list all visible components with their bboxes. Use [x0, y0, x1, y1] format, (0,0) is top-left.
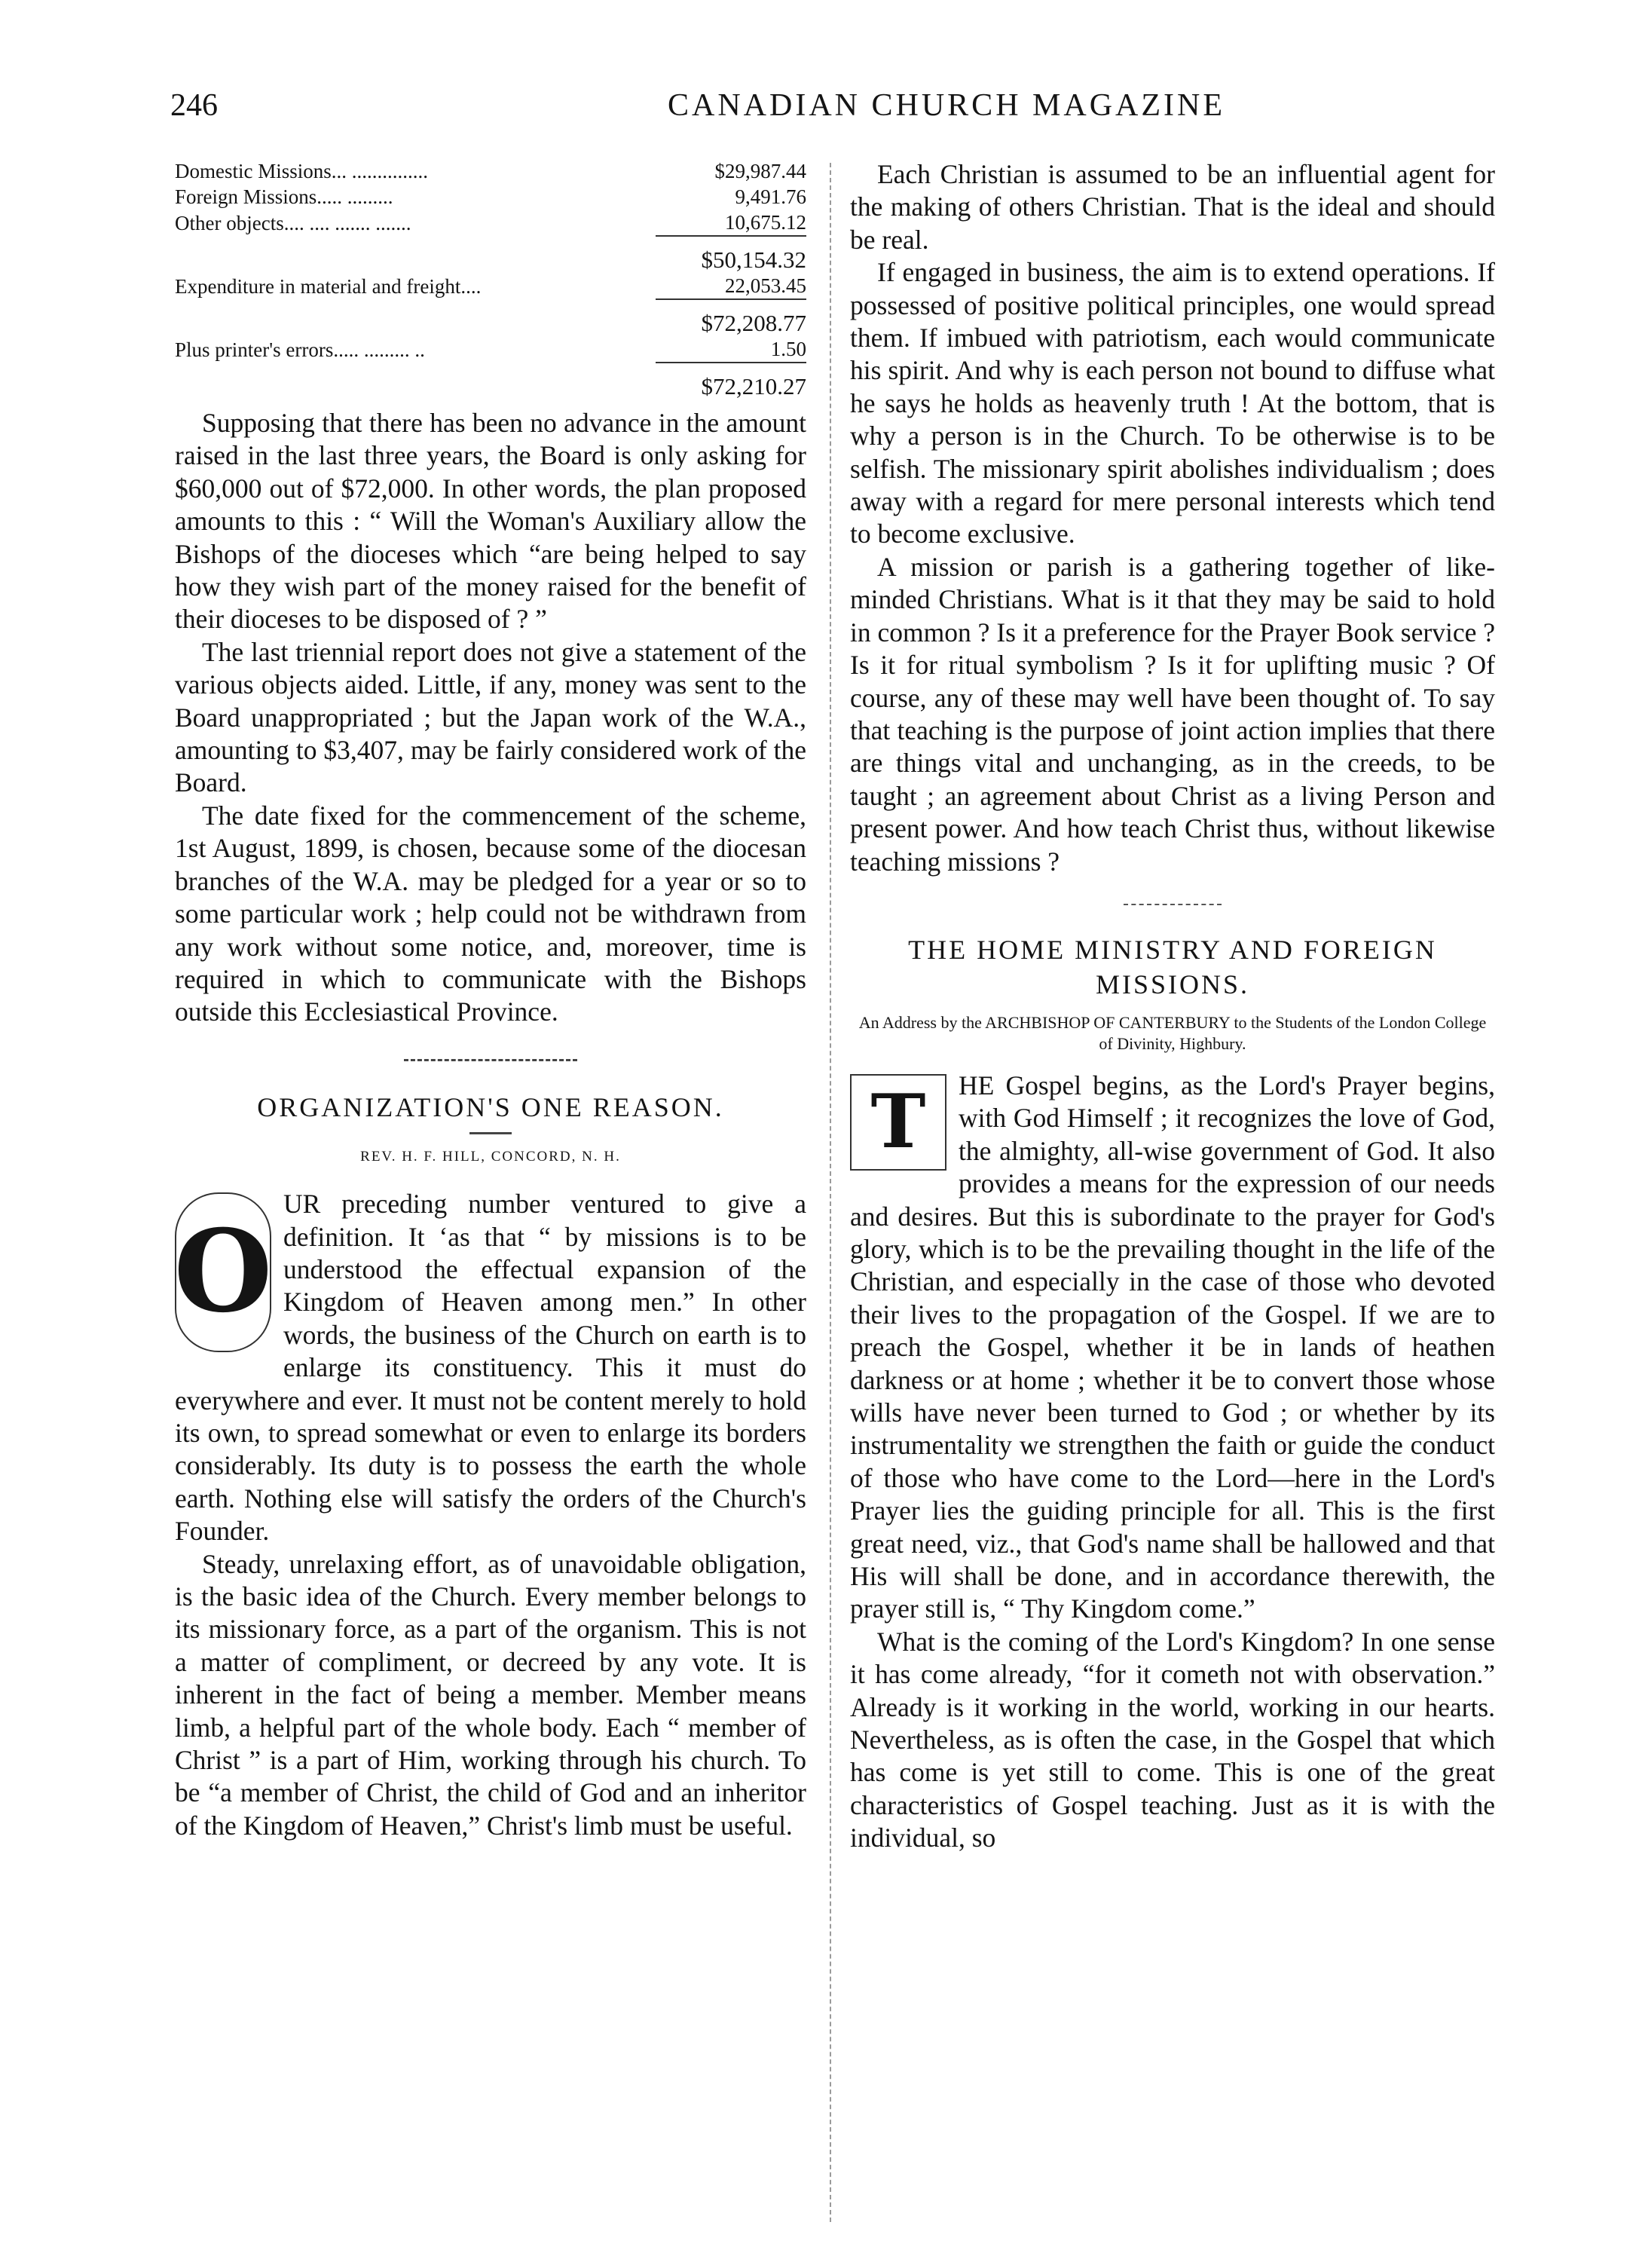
left-column: [175, 158, 806, 1842]
title-rule: [469, 1132, 512, 1134]
finance-amount: 1.50: [770, 338, 806, 360]
finance-row: [175, 210, 806, 236]
finance-subtotal: $50,154.32: [656, 236, 806, 273]
section-separator: [1124, 904, 1222, 905]
finance-label: Other objects.... .... ....... .......: [175, 212, 411, 234]
finance-label: Expenditure in material and freight....: [175, 275, 482, 298]
page-number: 246: [170, 88, 218, 123]
paragraph: What is the coming of the Lord's Kingdom? In one sense it has come already, “for it cometh not with observation.” Already is it working in the world, working in our hearts. Nevertheless, as is often the case, in the Gospel that which has come is yet still to come. This is one of the great characteristics of Gospel teaching. Just as it is with the individual, so: [850, 1626, 1495, 1853]
finance-subtotal-row: [175, 299, 806, 336]
right-column: [850, 158, 1495, 1855]
finance-row: [175, 336, 806, 363]
article-byline: REV. H. F. HILL, CONCORD, N. H.: [360, 1148, 621, 1165]
page-header: [170, 87, 1497, 133]
finance-label: Foreign Missions..... .........: [175, 185, 393, 208]
section-separator: [404, 1059, 577, 1061]
finance-amount: 22,053.45: [725, 274, 806, 297]
paragraph: A mission or parish is a gathering together of like-minded Christians. What is it that they may be said to hold in common ? Is it a preference for the Prayer Book service ? Is it for ritual symbolism ? Is it for uplifting music ? Of course, any of these may well have been thought of. To say that teaching is the purpose of joint action implies that there are things vital and unchanging, as in the creeds, to be taught ; an agreement about Christ as a living Person and present power. And how teach Christ thus, without likewise teaching missions ?: [850, 551, 1495, 877]
paragraph: Supposing that there has been no advance in the amount raised in the last three years, the Board is only asking for $60,000 out of $72,000. In other words, the plan proposed amounts to this : “ Will the Woman's Auxiliary allow the Bishops of the dioceses which “are being helped to say how they wish part of the money raised for the benefit of their dioceses to be disposed of ? ”: [175, 408, 806, 635]
ornamental-initial-t: T: [850, 1074, 946, 1171]
finance-row: [175, 273, 806, 299]
paragraph: Steady, unrelaxing effort, as of unavoidable obligation, is the basic idea of the Church. Every member belongs to its missionary force, as a part of the organism. This is not a matter of compliment, or decreed by any vote. It is inherent in the fact of being a member. Member means limb, a helpful part of the whole body. Each “ member of Christ ” is a part of Him, working through his church. To be “a member of Christ, the child of God and an inheritor of the Kingdom of Heaven,” Christ's limb must be useful.: [175, 1548, 806, 1841]
lead-paragraph: [850, 1070, 1495, 1626]
paragraph: Each Christian is assumed to be an influential agent for the making of others Christian. That is the ideal and should be real.: [850, 159, 1495, 255]
paragraph: The date fixed for the commencement of the scheme, 1st August, 1899, is chosen, because some of the diocesan branches of the W.A. may be pledged for a year or so to some particular work ; help could not be withdrawn from any work without some notice, and, moreover, time is required in which to communicate with the Bishops outside this Ecclesiastical Province.: [175, 800, 806, 1027]
lead-paragraph-text: HE Gospel begins, as the Lord's Prayer begins, with God Himself ; it recognizes the love of God, the almighty, all-wise government of God. It also provides a means for the expression of our needs and desires. But this is subordinate to the prayer for God's glory, which is to be the prevailing thought in the life of the Christian, and especially in the case of those who devoted their lives to the propagation of the Gospel. If we are to preach the Gospel, whether it be in lands of heathen darkness or at home ; whether it be to convert those whose wills have never been turned to God ; or whether by its instrumentality we strengthen the faith or guide the conduct of those who have come to the Lord—here in the Lord's Prayer lies the guiding principle for all. This is the first great need, viz., that God's name shall be hallowed and that His will shall be done, and in accordance therewith, the prayer still is, “ Thy Kingdom come.”: [850, 1070, 1495, 1624]
column-divider: [830, 163, 831, 2222]
paragraph: The last triennial report does not give a statement of the various objects aided. Little, if any, money was sent to the Board unappropriated ; but the Japan work of the W.A., amounting to $3,407, may be fairly considered work of the Board.: [175, 636, 806, 798]
finance-total: $72,210.27: [656, 363, 806, 399]
finance-subtotal-row: [175, 236, 806, 273]
magazine-title: CANADIAN CHURCH MAGAZINE: [668, 88, 1225, 123]
article-subtitle: An Address by the ARCHBISHOP OF CANTERBURY to the Students of the London College of Divinity, Highbury.: [858, 1012, 1487, 1053]
finance-label: Plus printer's errors..... ......... ..: [175, 338, 425, 361]
ornamental-initial-o: O: [175, 1192, 271, 1352]
article-title: ORGANIZATION'S ONE REASON.: [257, 1091, 724, 1122]
finance-amount: 9,491.76: [735, 185, 806, 208]
finance-row: [175, 184, 806, 210]
finance-row: [175, 158, 806, 184]
finance-subtotal: $72,208.77: [656, 299, 806, 336]
finance-amount: $29,987.44: [714, 160, 806, 182]
article-title: THE HOME MINISTRY AND FOREIGN MISSIONS.: [908, 934, 1437, 999]
finance-amount: 10,675.12: [725, 211, 806, 234]
finance-total-row: [175, 363, 806, 399]
finance-label: Domestic Missions... ...............: [175, 160, 429, 182]
lead-paragraph: [175, 1188, 806, 1547]
lead-paragraph-text: UR preceding number ventured to give a definition. It ‘as that “ by missions is to be understood the effectual expansion of the Kingdom of Heaven among men.” In other words, the business of the Church on earth is to enlarge its constituency. This it must do everywhere and ever. It must not be content merely to hold its own, to spread somewhat or even to enlarge its borders considerably. Its duty is to possess the earth the whole earth. Nothing else will satisfy the orders of the Church's Founder.: [175, 1189, 806, 1547]
paragraph: If engaged in business, the aim is to extend operations. If possessed of positive political principles, one would spread them. If imbued with patriotism, each would communicate his spirit. And why is each person not bound to diffuse what he says he holds as heavenly truth ! At the bottom, that is why a person is in the Church. To be otherwise is to be selfish. The missionary spirit abolishes individualism ; does away with a regard for mere personal interests which tend to become exclusive.: [850, 257, 1495, 549]
finance-table: [175, 158, 806, 399]
